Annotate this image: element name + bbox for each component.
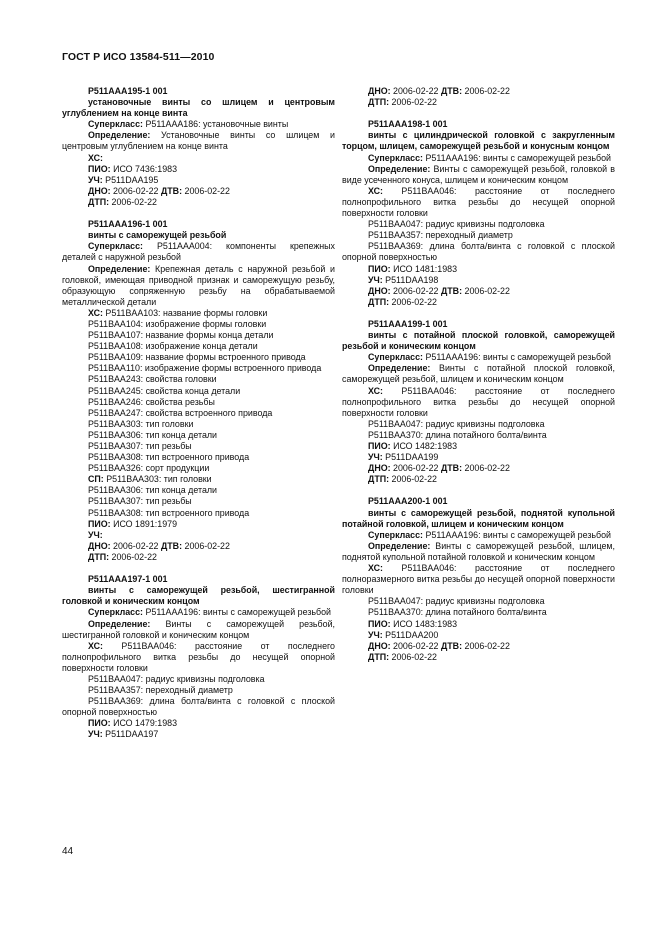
entry-line — [62, 441, 335, 452]
field-value: ИСО 1482:1983 — [390, 441, 458, 451]
entry-line — [342, 230, 615, 241]
entry-line — [62, 419, 335, 430]
entry-line — [62, 674, 335, 685]
field-label: СП: — [88, 474, 104, 485]
field-value: P511BAA247: свойства встроенного привода — [88, 407, 273, 418]
field-value: 2006-02-22 — [462, 285, 510, 296]
field-value: P511DAA197 — [102, 729, 159, 740]
field-value: P511BAA326: сорт продукции — [88, 463, 210, 474]
entry-line — [342, 652, 615, 663]
entry-line — [62, 530, 335, 541]
entry-line — [342, 419, 615, 430]
field-label: Определение: — [88, 618, 151, 629]
field-value: P511BAA104: изображение формы головки — [88, 318, 267, 329]
entry-line — [62, 319, 335, 330]
entry-line — [62, 496, 335, 507]
field-label: ПИО: — [88, 718, 111, 729]
field-label: ДНО: — [368, 463, 391, 474]
field-value: Крепежная деталь с наружной резьбой и головкой, имеющая приводной признак и саморежущую резьбу, образующую сопряженную резьбу на обрабатываемой металлической детали — [62, 263, 335, 307]
entry-block — [62, 86, 335, 208]
field-value: P511DAA199 — [382, 452, 439, 463]
entry-line — [62, 452, 335, 463]
entry-title: винты с саморежущей резьбой, шестигранной головкой и коническим концом — [62, 585, 335, 607]
field-value: 2006-02-22 — [389, 474, 437, 485]
field-label: ДТВ: — [440, 463, 463, 474]
field-value: 2006-02-22 — [390, 640, 441, 651]
entry-title: винты с потайной плоской головкой, саморежущей резьбой и коническим концом — [342, 330, 615, 352]
field-value: Винты с потайной плоской головкой, саморежущей резьбой, шлицем и коническим концом — [342, 363, 615, 385]
entry-code: P511AAA199-1 001 — [368, 318, 448, 329]
entry-line — [62, 607, 335, 618]
field-value: P511DAA195 — [102, 174, 159, 185]
field-value: P511BAA109: название формы встроенного привода — [88, 352, 306, 363]
field-label: ДНО: — [368, 86, 391, 96]
field-value: P511AAA196: винты с саморежущей резьбой — [423, 529, 611, 540]
entry-line — [342, 164, 615, 186]
entry-line — [62, 352, 335, 363]
field-label: ДТП: — [88, 551, 110, 562]
field-value: P511AAA196: винты с саморежущей резьбой — [423, 352, 611, 363]
field-value: ИСО 7436:1983 — [110, 163, 178, 174]
field-label: ДНО: — [88, 540, 111, 551]
field-label: ХС: — [88, 640, 103, 651]
entry-line — [342, 474, 615, 485]
field-value: P511DAA200 — [382, 629, 439, 640]
entry-title: винты с цилиндрической головкой с закругленным торцом, шлицем, саморежущей резьбой и конусным концом — [342, 130, 615, 152]
entry-line — [342, 286, 615, 297]
field-value: P511BAA307: тип резьбы — [88, 496, 192, 507]
field-value: ИСО 1891:1979 — [110, 518, 178, 529]
field-value: 2006-02-22 — [390, 285, 441, 296]
entry-line — [342, 219, 615, 230]
entry-line — [62, 552, 335, 563]
field-label: ХС: — [88, 152, 103, 163]
field-value: P511BAA103: название формы головки — [102, 307, 268, 318]
field-label: ПИО: — [368, 618, 391, 629]
entry-block — [342, 496, 615, 662]
field-value: P511AAA196: винты с саморежущей резьбой — [423, 152, 611, 163]
entry-line — [342, 153, 615, 164]
field-value: 2006-02-22 — [389, 97, 437, 108]
entry-line — [62, 341, 335, 352]
field-value: 2006-02-22 — [462, 463, 510, 474]
field-label: Суперкласс: — [88, 241, 144, 252]
entry-line — [342, 452, 615, 463]
entry-block — [342, 119, 615, 308]
field-value: P511AAA004: компоненты крепежных деталей с наружной резьбой — [62, 241, 335, 263]
entry-block — [62, 219, 335, 563]
entry-line — [62, 519, 335, 530]
entry-code: P511AAA196-1 001 — [88, 219, 168, 230]
entry-title: установочные винты со шлицем и центровым углублением на конце винта — [62, 97, 335, 119]
field-value: P511AAA196: винты с саморежущей резьбой — [143, 607, 331, 618]
field-value: P511BAA243: свойства головки — [88, 374, 217, 385]
field-value: P511BAA303: тип головки — [88, 418, 194, 429]
entry-line — [342, 563, 615, 596]
field-value: P511BAA047: радиус кривизны подголовка — [368, 219, 545, 230]
entry-line — [62, 164, 335, 175]
field-value: 2006-02-22 — [109, 196, 157, 207]
field-label: ХС: — [368, 563, 383, 574]
entry-line — [62, 374, 335, 385]
field-value: P511BAA047: радиус кривизны подголовка — [88, 673, 265, 684]
entry-line — [62, 696, 335, 718]
field-label: Суперкласс: — [368, 529, 424, 540]
entry-line — [342, 386, 615, 419]
field-value: P511BAA307: тип резьбы — [88, 441, 192, 451]
entry-line — [342, 241, 615, 263]
field-label: ДТП: — [368, 474, 390, 485]
field-label: УЧ: — [368, 274, 383, 285]
entry-line — [62, 718, 335, 729]
entry-line — [342, 596, 615, 607]
field-value: P511BAA369: длина болта/винта с головкой с плоской опорной поверхностью — [62, 696, 335, 718]
entry-line — [62, 264, 335, 308]
field-value: P511BAA303: тип головки — [103, 474, 212, 485]
entry-line — [62, 474, 335, 485]
entry-code: P511AAA200-1 001 — [368, 496, 448, 507]
field-value: Установочные винты со шлицем и центровым углублением на конце винта — [62, 130, 335, 152]
field-value: P511BAA370: длина потайного болта/винта — [368, 429, 547, 440]
entry-line — [342, 630, 615, 641]
entry-line — [62, 175, 335, 186]
field-label: Суперкласс: — [88, 119, 144, 130]
field-label: ХС: — [368, 385, 383, 396]
field-label: Суперкласс: — [368, 352, 424, 363]
entry-line — [62, 508, 335, 519]
field-value: ИСО 1481:1983 — [390, 263, 458, 274]
field-label: ХС: — [88, 307, 103, 318]
entry-block — [342, 319, 615, 485]
entry-line — [342, 463, 615, 474]
entry-line — [62, 408, 335, 419]
field-value: P511BAA046: расстояние от последнего полноразмерного витка резьбы до несущей опорной поверхности головки — [342, 563, 615, 596]
field-label: Суперкласс: — [88, 607, 144, 618]
field-value: 2006-02-22 — [389, 296, 437, 307]
field-value: 2006-02-22 — [462, 640, 510, 651]
entry-line — [62, 130, 335, 152]
document-header: ГОСТ Р ИСО 13584-511—2010 — [62, 51, 215, 63]
entry-code: P511AAA198-1 001 — [368, 119, 448, 130]
field-label: ДТП: — [368, 651, 390, 662]
entry-code: P511AAA195-1 001 — [88, 86, 168, 96]
field-label: УЧ: — [368, 452, 383, 463]
field-value: 2006-02-22 — [110, 185, 161, 196]
entry-line — [342, 97, 615, 108]
entry-line — [62, 308, 335, 319]
field-value: Винты с саморежущей резьбой, шлицем, поднятой купольной потайной головкой и коническим концом — [342, 540, 615, 562]
field-label: ДНО: — [368, 640, 391, 651]
entry-line — [62, 197, 335, 208]
field-value: P511BAA047: радиус кривизны подголовка — [368, 596, 545, 607]
field-label: УЧ: — [88, 174, 103, 185]
field-value: 2006-02-22 — [389, 651, 437, 662]
field-label: ПИО: — [88, 518, 111, 529]
field-value: P511BAA306: тип конца детали — [88, 429, 218, 440]
field-label: ДТП: — [368, 97, 390, 108]
field-label: Определение: — [368, 363, 431, 374]
field-label: ДТВ: — [440, 285, 463, 296]
entry-line — [62, 186, 335, 197]
field-value: P511BAA108: изображение конца детали — [88, 341, 258, 352]
page-number: 44 — [62, 846, 74, 857]
field-value: P511BAA046: расстояние от последнего полнопрофильного витка резьбы до несущей опорной поверхности головки — [62, 640, 335, 673]
field-value: P511BAA357: переходный диаметр — [368, 230, 513, 241]
field-value: 2006-02-22 — [390, 86, 441, 96]
field-label: ДТВ: — [160, 540, 183, 551]
entry-line — [62, 463, 335, 474]
entry-line — [342, 541, 615, 563]
field-label: ДТВ: — [440, 640, 463, 651]
field-value: ИСО 1483:1983 — [390, 618, 458, 629]
entry-block — [62, 574, 335, 740]
entry-line — [62, 119, 335, 130]
field-label: Суперкласс: — [368, 152, 424, 163]
entry-title: винты с саморежущей резьбой, поднятой купольной потайной головкой, шлицем и коническим концом — [342, 507, 615, 529]
entry-line — [342, 641, 615, 652]
field-value: P511BAA369: длина болта/винта с головкой с плоской опорной поверхностью — [342, 241, 615, 263]
entry-line — [62, 397, 335, 408]
entry-line — [342, 264, 615, 275]
field-label: ДНО: — [368, 285, 391, 296]
entry-line — [342, 430, 615, 441]
entry-line — [62, 241, 335, 263]
entry-line — [342, 441, 615, 452]
field-value: P511BAA370: длина потайного болта/винта — [368, 607, 547, 618]
field-value: P511BAA246: свойства резьбы — [88, 396, 215, 407]
entry-line — [62, 541, 335, 552]
entry-line — [62, 430, 335, 441]
field-value: P511BAA306: тип конца детали — [88, 485, 218, 496]
field-value: P511BAA107: название формы конца детали — [88, 330, 274, 341]
field-value: P511DAA198 — [382, 274, 439, 285]
entry-line — [62, 641, 335, 674]
entry-line — [62, 363, 335, 374]
entry-line — [62, 685, 335, 696]
entry-line — [342, 363, 615, 385]
field-label: УЧ: — [88, 529, 103, 540]
field-value: P511BAA046: расстояние от последнего полнопрофильного витка резьбы до несущей опорной поверхности головки — [342, 385, 615, 418]
entry-line — [62, 330, 335, 341]
field-value: P511BAA046: расстояние от последнего полнопрофильного витка резьбы до несущей опорной поверхности головки — [342, 185, 615, 219]
field-value: Винты с саморежущей резьбой, головкой в виде усеченного конуса, шлицем и коническим концом — [342, 163, 615, 185]
entry-title: винты с саморежущей резьбой — [88, 230, 227, 241]
right-column — [342, 86, 615, 674]
field-label: Определение: — [88, 263, 151, 274]
entry-line — [342, 352, 615, 363]
field-value: ИСО 1479:1983 — [110, 718, 178, 729]
entry-line — [62, 729, 335, 740]
entry-line — [62, 386, 335, 397]
left-column — [62, 86, 335, 752]
entry-block — [342, 86, 615, 108]
field-label: ДТВ: — [440, 86, 463, 96]
field-value: P511BAA308: тип встроенного привода — [88, 507, 250, 518]
field-value: 2006-02-22 — [462, 86, 510, 96]
entry-line — [342, 186, 615, 219]
field-label: ДНО: — [88, 185, 111, 196]
entry-code: P511AAA197-1 001 — [88, 574, 168, 585]
field-label: ПИО: — [368, 263, 391, 274]
field-label: Определение: — [368, 540, 431, 551]
field-value: P511BAA308: тип встроенного привода — [88, 452, 250, 463]
entry-line — [342, 297, 615, 308]
field-value: 2006-02-22 — [110, 540, 161, 551]
field-value: 2006-02-22 — [182, 185, 230, 196]
entry-line — [62, 619, 335, 641]
field-value: 2006-02-22 — [390, 463, 441, 474]
field-label: ДТП: — [368, 296, 390, 307]
field-value: Винты с саморежущей резьбой, шестигранной головкой и коническим концом — [62, 618, 335, 640]
entry-line — [342, 530, 615, 541]
entry-line — [342, 275, 615, 286]
field-label: УЧ: — [88, 729, 103, 740]
field-value: P511BAA245: свойства конца детали — [88, 385, 241, 396]
field-value: P511AAA186: установочные винты — [143, 119, 289, 130]
field-label: ПИО: — [368, 441, 391, 451]
field-value: P511BAA047: радиус кривизны подголовка — [368, 418, 545, 429]
field-value: 2006-02-22 — [182, 540, 230, 551]
field-label: УЧ: — [368, 629, 383, 640]
field-label: Определение: — [88, 130, 151, 141]
field-value: 2006-02-22 — [109, 551, 157, 562]
field-label: ХС: — [368, 185, 383, 196]
field-label: Определение: — [368, 163, 431, 174]
field-label: ПИО: — [88, 163, 111, 174]
entry-line — [342, 607, 615, 618]
entry-line — [342, 86, 615, 97]
field-label: ДТВ: — [160, 185, 183, 196]
entry-line — [62, 485, 335, 496]
entry-line — [342, 619, 615, 630]
field-value: P511BAA357: переходный диаметр — [88, 685, 233, 696]
field-value: P511BAA110: изображение формы встроенного привода — [88, 363, 322, 374]
field-label: ДТП: — [88, 196, 110, 207]
entry-line — [62, 153, 335, 164]
